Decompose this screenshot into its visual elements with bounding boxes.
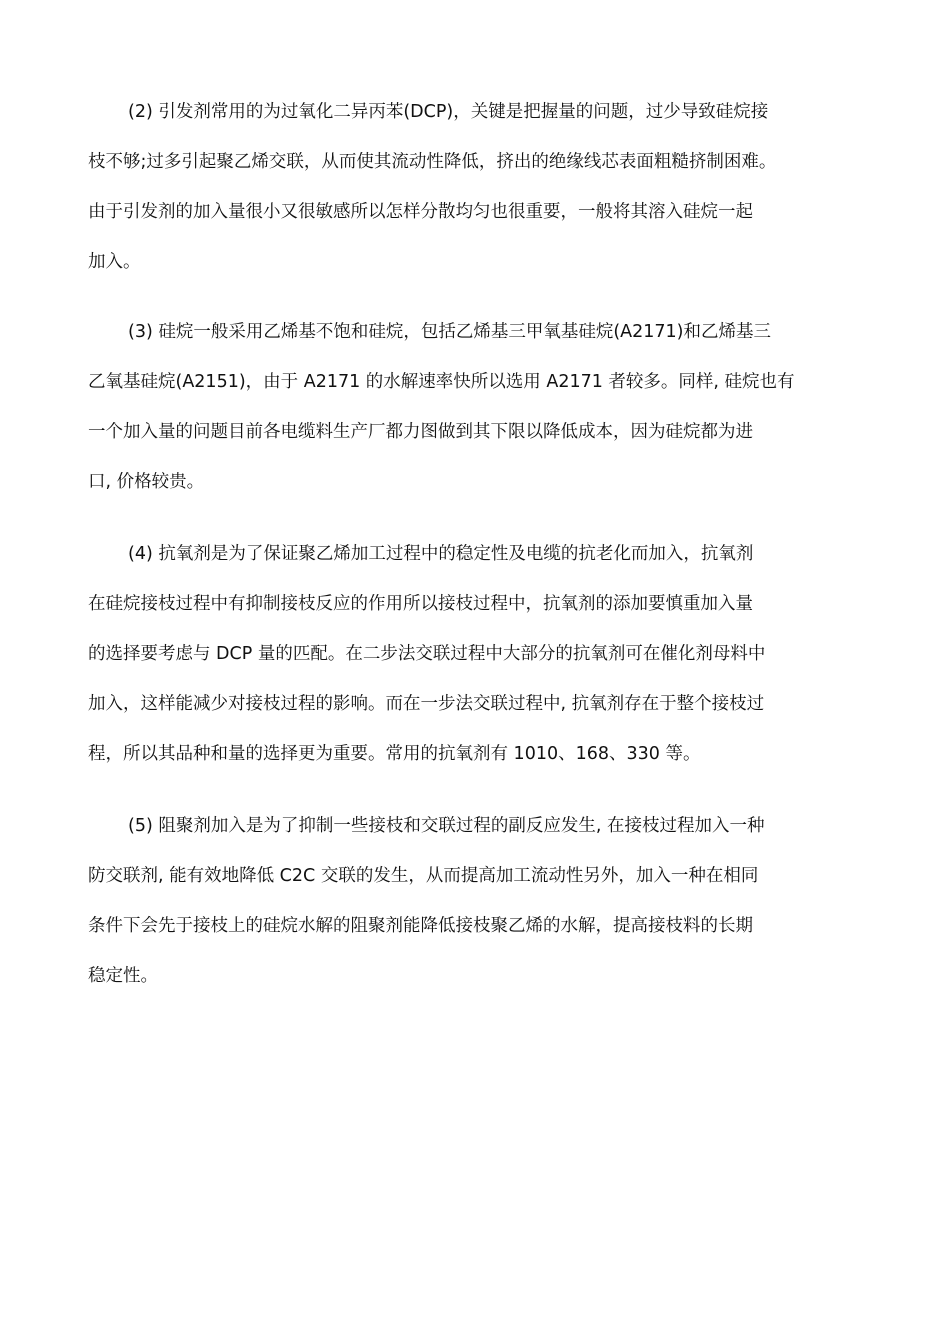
text-line: 由于引发剂的加入量很小又很敏感所以怎样分散均匀也很重要，一般将其溶入硅烷一起 bbox=[88, 202, 753, 222]
text-line: 的选择要考虑与 DCP 量的匹配。在二步法交联过程中大部分的抗氧剂可在催化剂母料中 bbox=[88, 644, 766, 664]
text-line: (5) 阻聚剂加入是为了抑制一些接枝和交联过程的副反应发生, 在接枝过程加入一种 bbox=[128, 816, 765, 836]
text-line: 稳定性。 bbox=[88, 966, 158, 986]
text-line: 口, 价格较贵。 bbox=[88, 472, 205, 492]
text-line: 程，所以其品种和量的选择更为重要。常用的抗氧剂有 1010、168、330 等。 bbox=[88, 744, 701, 764]
text-line: (4) 抗氧剂是为了保证聚乙烯加工过程中的稳定性及电缆的抗老化而加入，抗氧剂 bbox=[128, 544, 754, 564]
text-line: (3) 硅烷一般采用乙烯基不饱和硅烷，包括乙烯基三甲氧基硅烷(A2171)和乙烯基三 bbox=[128, 322, 772, 342]
text-line: 条件下会先于接枝上的硅烷水解的阻聚剂能降低接枝聚乙烯的水解，提高接枝料的长期 bbox=[88, 916, 753, 936]
text-line: 一个加入量的问题目前各电缆料生产厂都力图做到其下限以降低成本，因为硅烷都为进 bbox=[88, 422, 753, 442]
text-line: 乙氧基硅烷(A2151)，由于 A2171 的水解速率快所以选用 A2171 者较多。同样, 硅烷也有 bbox=[88, 372, 795, 392]
text-line: (2) 引发剂常用的为过氧化二异丙苯(DCP)，关键是把握量的问题，过少导致硅烷接 bbox=[128, 102, 769, 122]
text-line: 加入，这样能减少对接枝过程的影响。而在一步法交联过程中, 抗氧剂存在于整个接枝过 bbox=[88, 694, 765, 714]
text-line: 加入。 bbox=[88, 252, 141, 272]
text-line: 防交联剂, 能有效地降低 C2C 交联的发生，从而提高加工流动性另外，加入一种在相同 bbox=[88, 866, 759, 886]
text-line: 枝不够;过多引起聚乙烯交联，从而使其流动性降低，挤出的绝缘线芯表面粗糙挤制困难。 bbox=[88, 152, 777, 172]
text-line: 在硅烷接枝过程中有抑制接枝反应的作用所以接枝过程中，抗氧剂的添加要慎重加入量 bbox=[88, 594, 753, 614]
